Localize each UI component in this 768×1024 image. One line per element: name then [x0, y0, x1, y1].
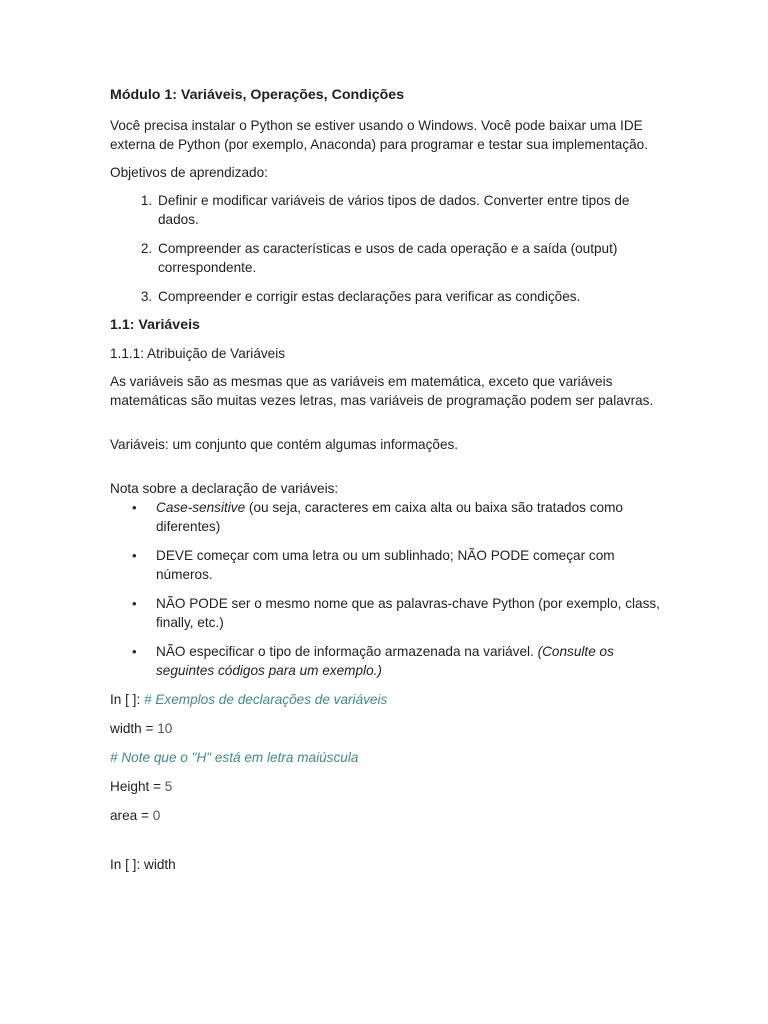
note-item	[132, 594, 670, 632]
objectives-label: Objetivos de aprendizado:	[110, 165, 268, 180]
variables-paragraph: As variáveis são as mesmas que as variáveis em matemática, exceto que variáveis matemáticas são muitas vezes letras, mas variáveis de programação podem ser palavras.	[110, 374, 654, 408]
note-text: NÃO especificar o tipo de informação armazenada na variável.	[156, 644, 538, 659]
code-assignment: area =	[110, 808, 153, 823]
cell-prompt: In [ ]:	[110, 692, 144, 707]
note-label: Nota sobre a declaração de variáveis:	[110, 481, 339, 496]
code-assignment: width =	[110, 721, 158, 736]
objective-item: 3. Compreender e corrigir estas declarações para verificar as condições.	[156, 287, 670, 306]
note-item	[132, 498, 670, 536]
code-comment-line	[110, 748, 670, 767]
objective-item: 1. Definir e modificar variáveis de vários tipos de dados. Converter entre tipos de dados.	[156, 191, 670, 229]
code-cell-1-header	[110, 690, 670, 709]
note-item	[132, 546, 670, 584]
intro-paragraph: Você precisa instalar o Python se estiver usando o Windows. Você pode baixar uma IDE externa de Python (por exemplo, Anaconda) para programar e testar sua implementação.	[110, 118, 649, 152]
variables-definition: Variáveis: um conjunto que contém algumas informações.	[110, 437, 459, 452]
notes-list	[110, 498, 670, 680]
objective-item: 2. Compreender as características e usos de cada operação e a saída (output) correspondente.	[156, 239, 670, 277]
code-line-height	[110, 777, 670, 796]
bullet-icon: •	[132, 596, 137, 611]
code-line-width	[110, 719, 670, 738]
note-italic-tail: (Consulte os seguintes códigos para um exemplo.)	[156, 644, 614, 678]
bullet-icon: •	[132, 644, 137, 659]
code-number: 5	[164, 779, 173, 794]
note-text: (ou seja, caracteres em caixa alta ou baixa são tratados como diferentes)	[156, 500, 623, 534]
code-expression: width	[144, 857, 176, 872]
note-italic: Case-sensitive	[156, 500, 246, 515]
code-cell-2	[110, 855, 670, 874]
document-page	[110, 86, 670, 884]
module-title: Módulo 1: Variáveis, Operações, Condições	[110, 87, 405, 103]
code-line-area	[110, 806, 670, 825]
bullet-icon: •	[132, 500, 137, 515]
cell-prompt: In [ ]:	[110, 857, 144, 872]
code-comment: # Note que o "H" está em letra maiúscula	[110, 750, 359, 765]
subsection-heading-1-1-1: 1.1.1: Atribuição de Variáveis	[110, 346, 286, 361]
note-text: DEVE começar com uma letra ou um sublinhado; NÃO PODE começar com números.	[156, 548, 615, 582]
note-item	[132, 642, 670, 680]
code-number: 0	[152, 808, 161, 823]
code-comment: # Exemplos de declarações de variáveis	[144, 692, 388, 707]
code-assignment: Height =	[110, 779, 165, 794]
section-heading-1-1: 1.1: Variáveis	[110, 317, 200, 333]
note-text: NÃO PODE ser o mesmo nome que as palavras-chave Python (por exemplo, class, finally, etc.)	[156, 596, 660, 630]
code-number: 10	[157, 721, 173, 736]
bullet-icon: •	[132, 548, 137, 563]
objectives-list	[110, 191, 670, 306]
